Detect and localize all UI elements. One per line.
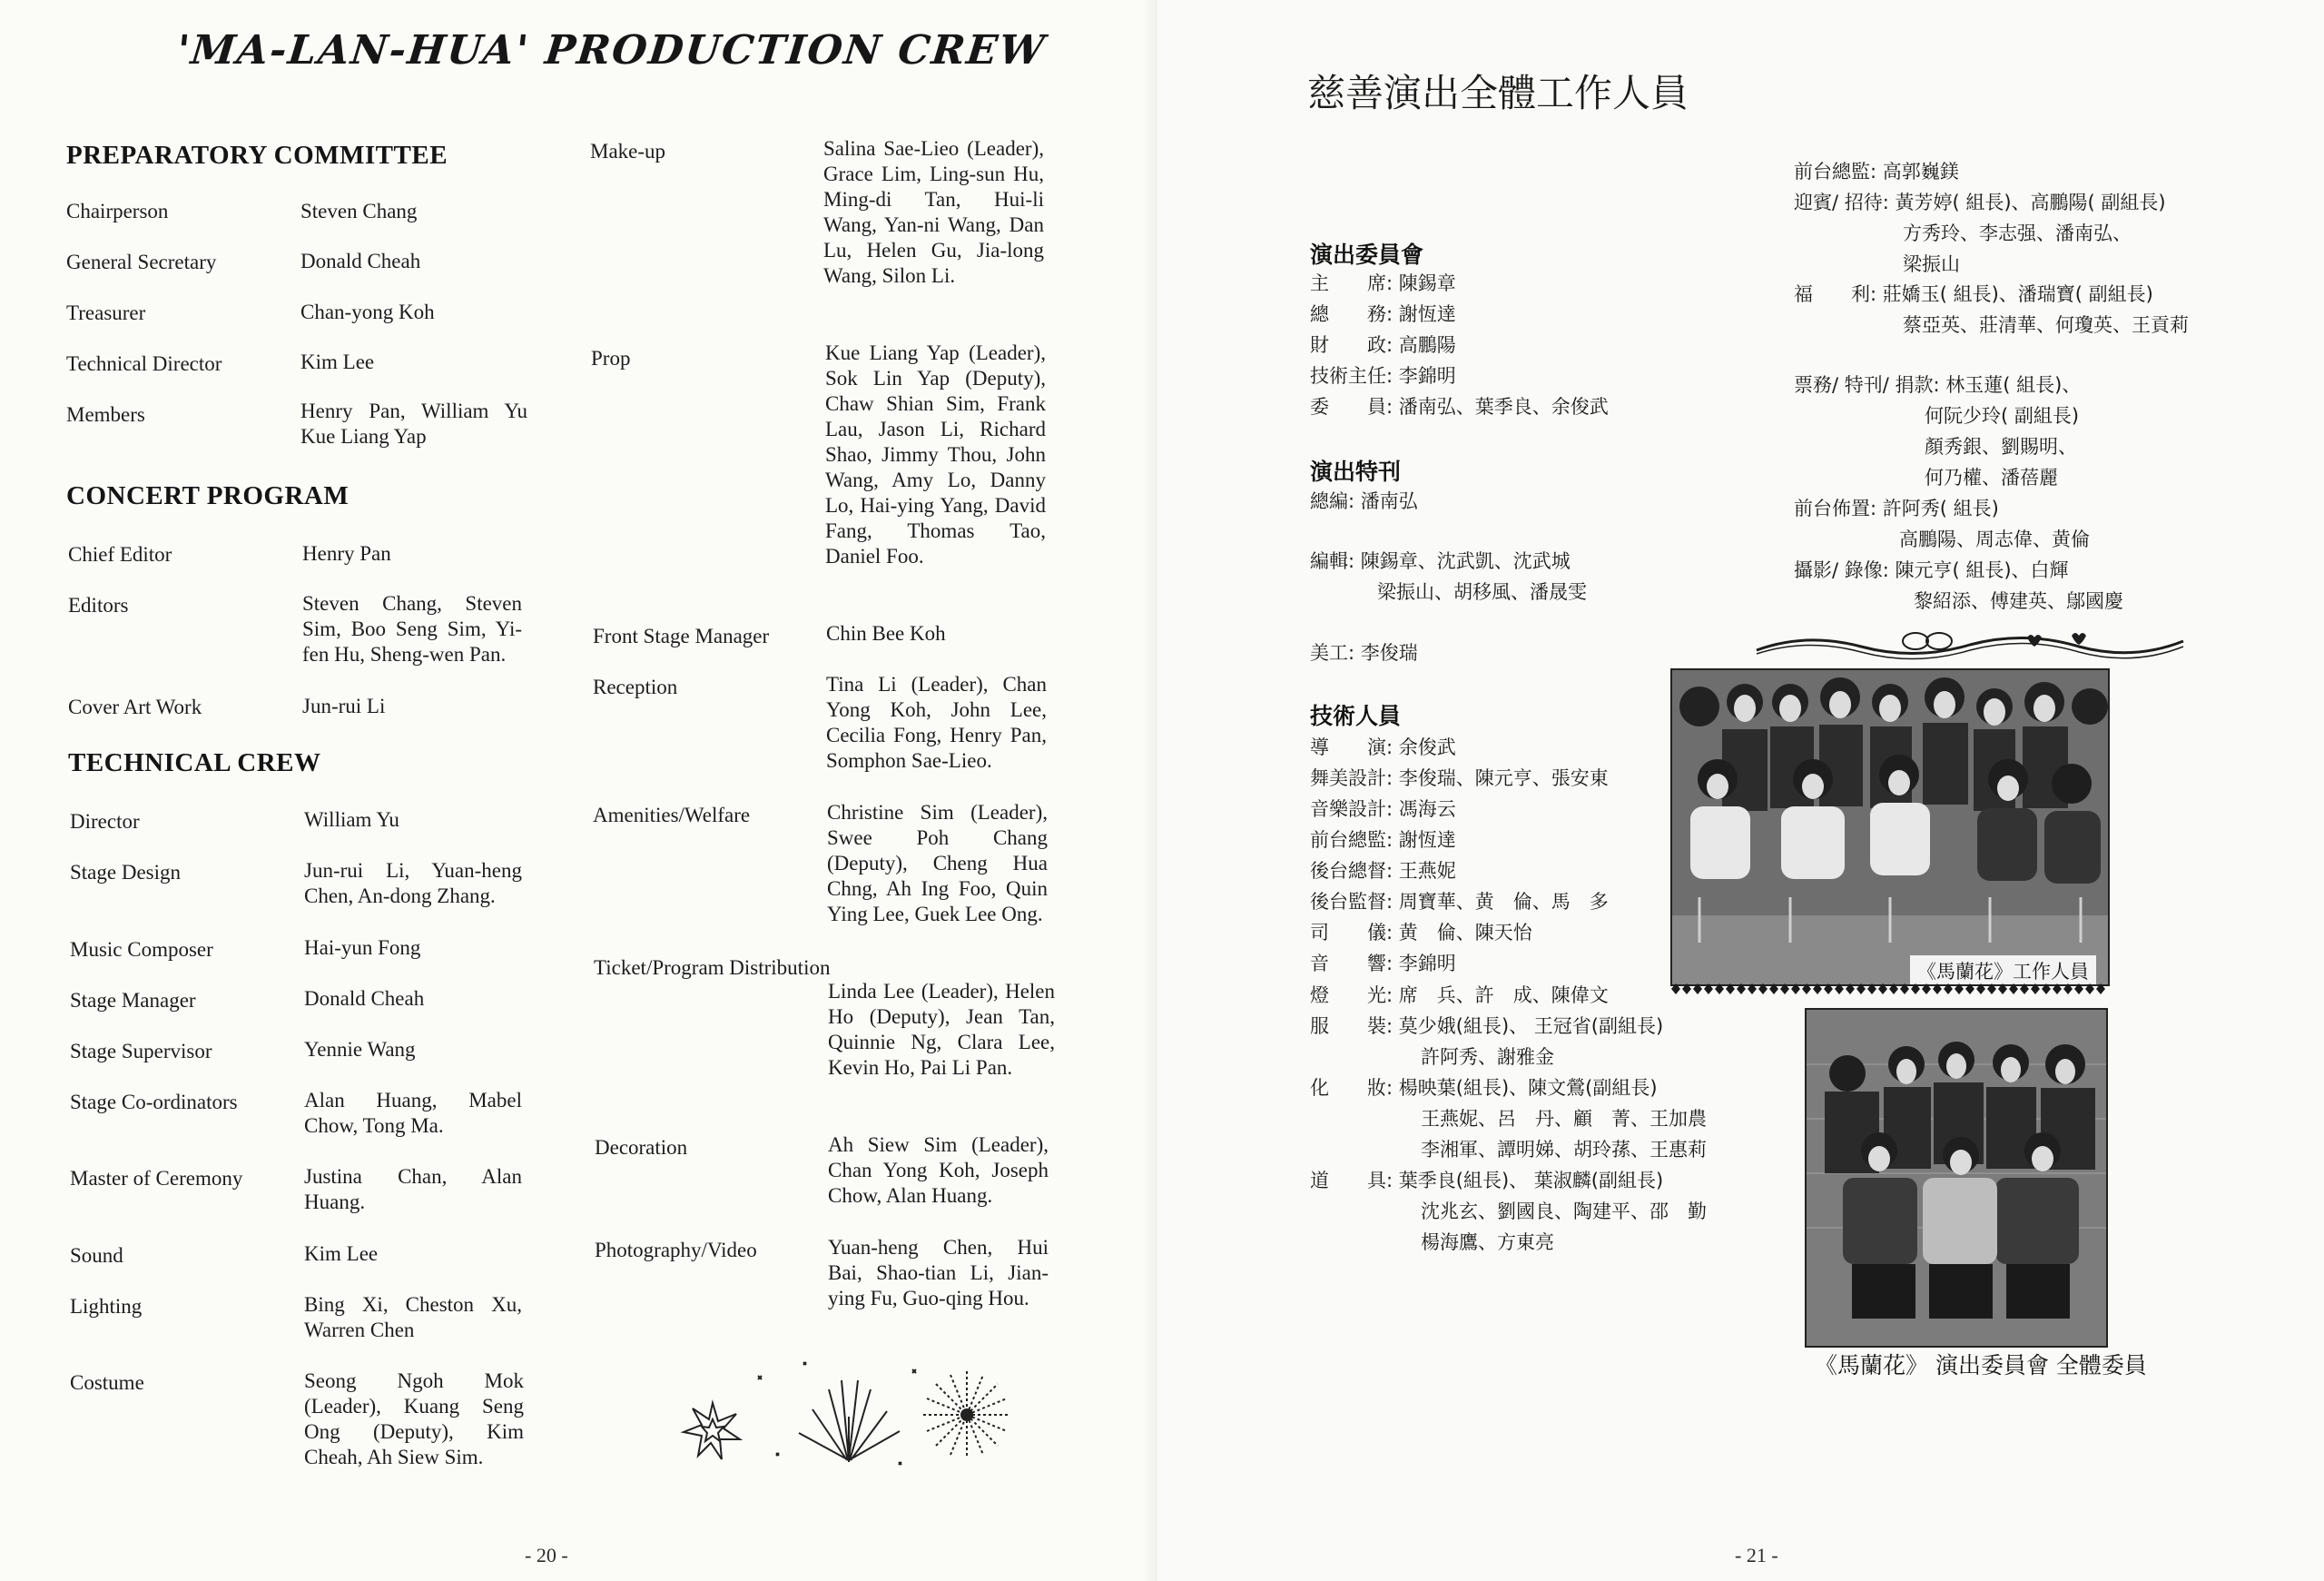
section-heading: TECHNICAL CREW <box>68 748 321 777</box>
tech-line: 楊海鷹、方東亮 <box>1421 1231 1554 1253</box>
crew-role: Technical Director <box>66 352 222 375</box>
crew-role: Cover Art Work <box>68 696 202 718</box>
crew-role: Chief Editor <box>68 543 172 566</box>
diamond-ornament <box>1824 983 1833 994</box>
tech-line: 音 響: 李錦明 <box>1310 953 1456 974</box>
crew-name: Tina Li (Leader), Chan Yong Koh, John Lee, Cecilia Fong, Henry Pan, Somphon Sae-Lieo. <box>826 673 1047 772</box>
crew-name: Donald Cheah <box>304 987 425 1010</box>
production-crew-title: 'MA-LAN-HUA' PRODUCTION CREW <box>174 27 1049 74</box>
crew-name: Christine Sim (Leader), Swee Poh Chang (Deputy), Cheng Hua Chng, Ah Ing Foo, Quin Ying Lee, Guek Lee Ong. <box>827 801 1048 925</box>
crew-photo <box>1670 668 2110 986</box>
crew-role: Members <box>66 403 145 426</box>
crew-role: Treasurer <box>66 301 146 324</box>
diamond-ornament <box>1889 983 1898 994</box>
diamond-ornament <box>2074 983 2083 994</box>
diamond-ornament <box>1737 983 1746 994</box>
tech-line: 道 具: 葉季良(組長)、 葉淑麟(副組長) <box>1310 1170 1664 1191</box>
diamond-ornament <box>1802 983 1811 994</box>
fireworks-illustration <box>667 1353 1030 1480</box>
crew-name: Seong Ngoh Mok (Leader), Kuang Seng Ong (Deputy), Kim Cheah, Ah Siew Sim. <box>304 1369 524 1468</box>
right-page <box>1157 0 2324 1581</box>
diamond-ornament <box>2031 983 2040 994</box>
program-line: 總編: 潘南弘 <box>1310 490 1418 512</box>
tech-line: 李湘軍、譚明娣、胡玲蓀、王惠莉 <box>1421 1139 1707 1161</box>
crew-name: Chin Bee Koh <box>826 622 946 645</box>
crew-role: Lighting <box>70 1295 143 1318</box>
crew-name: Ah Siew Sim (Leader), Chan Yong Koh, Joseph Chow, Alan Huang. <box>828 1133 1049 1207</box>
front-line: 福 利: 莊嬌玉( 組長)、潘瑞寶( 副組長) <box>1794 283 2153 305</box>
committee-line: 總 務: 謝恆達 <box>1310 303 1456 325</box>
committee-line: 主 席: 陳錫章 <box>1310 272 1456 294</box>
diamond-ornament <box>1965 983 1974 994</box>
crew-role: Stage Manager <box>70 989 196 1012</box>
tech-line: 沈兆玄、劉國良、陶建平、邵 勤 <box>1421 1201 1707 1222</box>
left-page <box>0 0 1157 1581</box>
diamond-ornament <box>2020 983 2029 994</box>
crew-name: Kue Liang Yap (Leader), Sok Lin Yap (Deputy), Chaw Shian Sim, Frank Lau, Jason Li, Richard Shao, Jimmy Thou, John Wang, Amy Lo, Danny Lo, Hai-ying Yang, David Fang, Thomas Tao, Daniel Foo. <box>825 341 1046 568</box>
tech-line: 舞美設計: 李俊瑞、陳元亨、張安東 <box>1310 767 1609 789</box>
tech-line: 王燕妮、呂 丹、顧 菁、王加農 <box>1421 1108 1707 1130</box>
diamond-ornament <box>2085 983 2094 994</box>
committee-line: 技術主任: 李錦明 <box>1310 365 1456 387</box>
crew-role: Ticket/Program Distribution <box>594 956 831 979</box>
diamond-ornament <box>1856 983 1866 994</box>
crew-name: Steven Chang <box>300 200 418 222</box>
program-line: 編輯: 陳錫章、沈武凱、沈武城 <box>1310 550 1571 572</box>
crew-name: Linda Lee (Leader), Helen Ho (Deputy), Jean Tan, Quinnie Ng, Clara Lee, Kevin Ho, Pai Li Pan. <box>828 980 1055 1079</box>
section-heading: CONCERT PROGRAM <box>66 481 350 510</box>
chinese-title: 慈善演出全體工作人員 <box>1307 71 1689 115</box>
page-number: - 21 - <box>1735 1544 1778 1566</box>
diamond-ornament <box>1780 983 1789 994</box>
diamond-ornament <box>1748 983 1757 994</box>
diamond-ornament <box>1813 983 1822 994</box>
diamond-ornament <box>1922 983 1931 994</box>
front-line: 黎紹添、傅建英、鄔國慶 <box>1914 590 2123 612</box>
front-line: 攝影/ 錄像: 陳元亨( 組長)、白輝 <box>1794 559 2069 581</box>
diamond-ornament <box>1791 983 1800 994</box>
crew-role: Decoration <box>595 1136 688 1159</box>
crew-name: Chan-yong Koh <box>300 301 435 323</box>
crew-name: Alan Huang, Mabel Chow, Tong Ma. <box>304 1089 522 1137</box>
crew-name: Donald Cheah <box>300 250 421 272</box>
crew-role: Amenities/Welfare <box>593 804 751 826</box>
diamond-ornament <box>2042 983 2051 994</box>
crew-name: Kim Lee <box>304 1242 379 1265</box>
front-line: 方秀玲、李志强、潘南弘、 <box>1903 222 2132 244</box>
front-line: 何阮少玲( 副組長) <box>1925 405 2080 427</box>
crew-name: Steven Chang, Steven Sim, Boo Seng Sim, Yi-fen Hu, Sheng-wen Pan. <box>302 592 522 666</box>
diamond-ornament <box>1878 983 1887 994</box>
front-line: 蔡亞英、莊清華、何瓊英、王貢莉 <box>1903 314 2189 336</box>
tech-line: 服 裝: 莫少娥(組長)、 王冠省(副組長) <box>1310 1015 1664 1037</box>
tech-line: 音樂設計: 馮海云 <box>1310 798 1456 820</box>
crew-role: Director <box>70 810 140 833</box>
diamond-ornament <box>2096 983 2105 994</box>
front-line: 迎賓/ 招待: 黃芳婷( 組長)、高鵬陽( 副組長) <box>1794 192 2166 213</box>
diamond-ornament <box>1987 983 1996 994</box>
diamond-ornament <box>1846 983 1855 994</box>
crew-role: Sound <box>70 1244 123 1267</box>
tech-line: 後台總督: 王燕妮 <box>1310 860 1456 882</box>
diamond-ornament <box>2009 983 2018 994</box>
front-line: 前台總監: 高郭巍鎂 <box>1794 161 1959 183</box>
committee-photo-caption: 《馬蘭花》 演出委員會 全體委員 <box>1815 1352 2147 1378</box>
tech-line: 後台監督: 周寶華、黄 倫、馬 多 <box>1310 891 1609 913</box>
crew-name: Kim Lee <box>300 351 375 373</box>
diamond-ornament <box>1682 983 1691 994</box>
diamond-ornament <box>2063 983 2073 994</box>
crew-photo-caption: 《馬蘭花》工作人員 <box>1910 955 2096 986</box>
tech-line: 導 演: 余俊武 <box>1310 736 1456 758</box>
diamond-ornament <box>1933 983 1942 994</box>
crew-name: Henry Pan, William Yu Kue Liang Yap <box>300 400 527 448</box>
diamond-ornament <box>1769 983 1778 994</box>
front-line: 何乃權、潘蓓麗 <box>1925 467 2058 489</box>
diamond-border <box>1670 983 2106 995</box>
crew-role: Stage Supervisor <box>70 1040 212 1062</box>
front-line: 前台佈置: 許阿秀( 組長) <box>1794 498 1999 519</box>
crew-name: William Yu <box>304 808 399 831</box>
committee-photo <box>1805 1008 2108 1348</box>
crew-name: Henry Pan <box>302 542 391 565</box>
crew-name: Justina Chan, Alan Huang. <box>304 1165 522 1213</box>
diamond-ornament <box>1693 983 1702 994</box>
diamond-ornament <box>1976 983 1985 994</box>
diamond-ornament <box>1704 983 1713 994</box>
diamond-ornament <box>1955 983 1964 994</box>
program-heading: 演出特刊 <box>1310 459 1402 485</box>
program-line: 梁振山、胡移風、潘晟雯 <box>1377 581 1587 603</box>
front-line: 梁振山 <box>1903 253 1960 275</box>
crew-role: Costume <box>70 1371 144 1394</box>
diamond-ornament <box>1671 983 1680 994</box>
crew-name: Jun-rui Li <box>302 695 386 717</box>
tech-heading: 技術人員 <box>1310 703 1402 729</box>
crew-role: Stage Co-ordinators <box>70 1091 238 1113</box>
diamond-ornament <box>1835 983 1844 994</box>
crew-role: Master of Ceremony <box>70 1167 243 1190</box>
crew-role: Prop <box>591 347 631 370</box>
diamond-ornament <box>1758 983 1768 994</box>
section-heading: PREPARATORY COMMITTEE <box>66 141 448 170</box>
crew-role: Photography/Video <box>595 1239 757 1261</box>
crew-name: Yennie Wang <box>304 1038 416 1061</box>
tech-line: 前台總監: 謝恆達 <box>1310 829 1456 851</box>
diamond-ornament <box>1911 983 1920 994</box>
committee-line: 財 政: 高鵬陽 <box>1310 334 1456 356</box>
crew-name: Jun-rui Li, Yuan-heng Chen, An-dong Zhang. <box>304 859 522 907</box>
crew-role: Stage Design <box>70 861 182 884</box>
ribbon-ornament <box>1752 625 2188 665</box>
diamond-ornament <box>1998 983 2007 994</box>
diamond-ornament <box>1726 983 1735 994</box>
crew-role: Chairperson <box>66 200 169 222</box>
front-line: 高鵬陽、周志偉、黄倫 <box>1899 529 2090 550</box>
diamond-ornament <box>1715 983 1724 994</box>
tech-line: 司 儀: 黄 倫、陳天怡 <box>1310 922 1532 944</box>
committee-line: 委 員: 潘南弘、葉季良、余俊武 <box>1310 396 1609 418</box>
crew-role: Front Stage Manager <box>593 625 770 647</box>
front-line: 票務/ 特刊/ 捐款: 林玉蓮( 組長)、 <box>1794 374 2082 396</box>
crew-name: Yuan-heng Chen, Hui Bai, Shao-tian Li, Jian-ying Fu, Guo-qing Hou. <box>828 1236 1049 1309</box>
diamond-ornament <box>1900 983 1909 994</box>
diamond-ornament <box>1944 983 1953 994</box>
tech-line: 燈 光: 席 兵、許 成、陳偉文 <box>1310 984 1609 1006</box>
crew-role: Editors <box>68 594 129 617</box>
crew-role: Music Composer <box>70 938 213 961</box>
diamond-ornament <box>1867 983 1876 994</box>
crew-role: Reception <box>593 676 678 698</box>
tech-line: 化 妝: 楊映葉(組長)、陳文鶯(副組長) <box>1310 1077 1658 1099</box>
front-line: 顏秀銀、劉賜明、 <box>1925 436 2077 458</box>
diamond-ornament <box>2053 983 2062 994</box>
committee-heading: 演出委員會 <box>1310 242 1424 268</box>
crew-name: Salina Sae-Lieo (Leader), Grace Lim, Ling-sun Hu, Ming-di Tan, Hui-li Wang, Yan-ni Wang, Dan Lu, Helen Gu, Jia-long Wang, Silon Li. <box>823 137 1044 287</box>
crew-name: Bing Xi, Cheston Xu, Warren Chen <box>304 1293 522 1341</box>
crew-name: Hai-yun Fong <box>304 936 421 959</box>
tech-line: 許阿秀、謝雅金 <box>1421 1046 1554 1068</box>
crew-role: General Secretary <box>66 251 217 273</box>
crew-role: Make-up <box>590 140 666 163</box>
page-number: - 20 - <box>525 1544 568 1566</box>
program-line: 美工: 李俊瑞 <box>1310 642 1418 664</box>
